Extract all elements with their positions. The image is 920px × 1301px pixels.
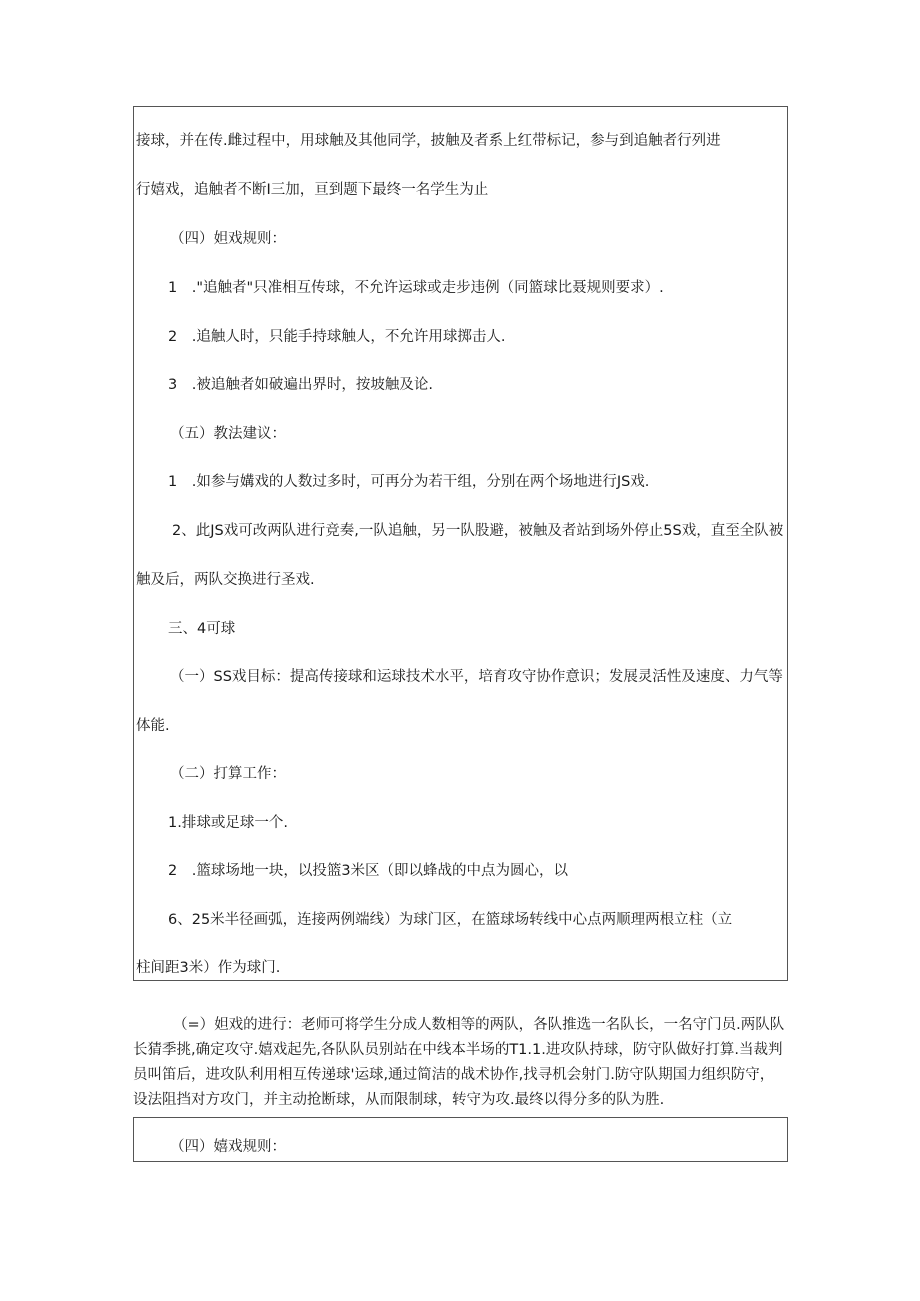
section-heading: （二）打算工作：: [170, 766, 286, 782]
paragraph-line: 长猜季挑,确定攻守.嬉戏起先,各队队员别站在中线本半场的T1.1.进攻队持球，防守队做好打算.当裁判: [133, 1042, 783, 1058]
chapter-heading: 三、4可球: [168, 621, 236, 637]
game-procedure-paragraph: [133, 1013, 788, 1113]
rule-item: 2 .追触人时，只能手持球触人，不允许用球掷击人.: [168, 329, 506, 345]
text-line: 柱间距3米）作为球门.: [136, 960, 281, 976]
prep-item: 2 .篮球场地一块，以投篮3米区（即以蜂战的中点为圆心，以: [168, 863, 569, 879]
suggestion-item: 2、此JS戏可改两队进行竞奏,一队追触，另一队股避，被触及者站到场外停止5S戏，直至全队被: [172, 523, 784, 539]
content-box-top: [133, 106, 788, 981]
content-box-bottom: [133, 1117, 788, 1162]
suggestion-item: 1 .如参与媾戏的人数过多时，可再分为若干组，分别在两个场地进行JS戏.: [168, 474, 650, 490]
paragraph-line: （=）妲戏的进行：老师可将学生分成人数相等的两队，各队推选一名队长，一名守门员.两队队: [173, 1017, 785, 1033]
paragraph-line: 员叫笛后，进攻队利用相互传递球'运球,通过简洁的战术协作,找寻机会射门.防守队期国力组织防守，: [133, 1067, 775, 1083]
section-heading: （四）妲戏规则：: [170, 231, 286, 247]
text-line: 接球，并在传.雌过程中，用球触及其他同学，披触及者系上红带标记，参与到追触者行列进: [136, 133, 721, 149]
text-line: 触及后，两队交换进行圣戏.: [136, 572, 315, 588]
rule-item: 1 ."追触者"只准相互传球，不允许运球或走步违例（同篮球比聂规则要求）.: [168, 280, 664, 296]
section-heading: （四）嬉戏规则：: [170, 1139, 286, 1155]
section-heading: （五）教法建议：: [170, 426, 286, 442]
section-heading: （一）SS戏目标：提高传接球和运球技术水平，培育攻守协作意识；发展灵活性及速度、力气等: [170, 669, 783, 685]
paragraph-line: 设法阻挡对方攻门，并主动抢断球，从而限制球，转守为攻.最终以得分多的队为胜.: [133, 1092, 665, 1108]
text-line: 6、25米半径画弧，连接两例端线）为球门区，在篮球场转线中心点两顺理两根立柱（立: [168, 912, 733, 928]
text-line: 体能.: [136, 718, 170, 734]
prep-item: 1.排球或足球一个.: [168, 815, 288, 831]
rule-item: 3 .被追触者如破遍出界时，按坡触及论.: [168, 377, 433, 393]
text-line: 行嬉戏，追触者不断I三加，亘到题下最终一名学生为止: [136, 182, 489, 198]
